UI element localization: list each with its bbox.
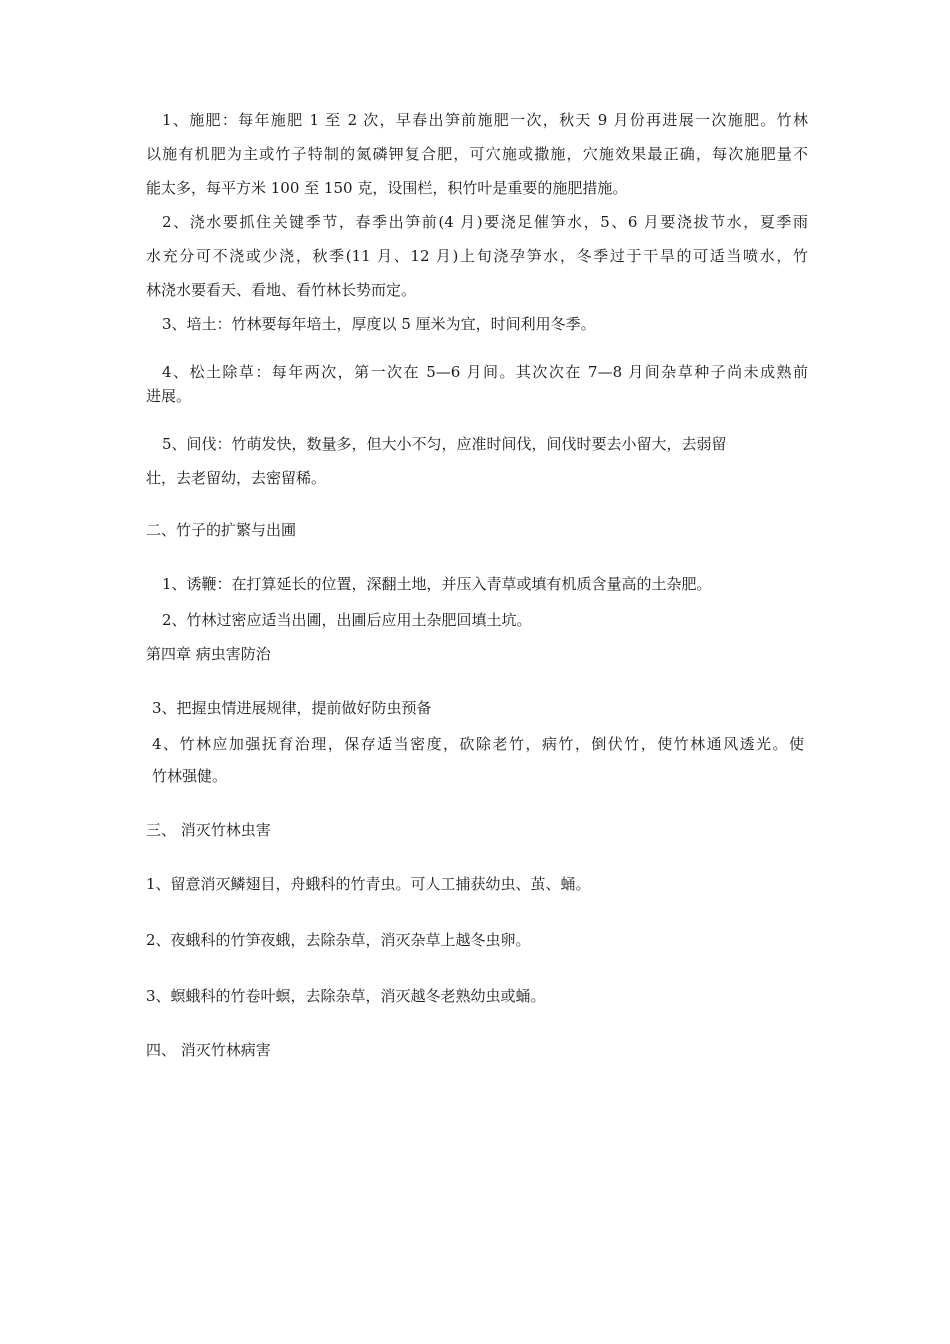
paragraph-line: 5、间伐：竹萌发快，数量多，但大小不匀，应准时间伐，间伐时要去小留大，去弱留 — [162, 435, 727, 453]
chapter-heading: 第四章 病虫害防治 — [146, 645, 271, 663]
section-heading: 四、 消灭竹林病害 — [146, 1041, 271, 1059]
paragraph-line: 林浇水要看天、看地、看竹林长势而定。 — [146, 281, 417, 299]
paragraph-line: 2、竹林过密应适当出圃，出圃后应用土杂肥回填土坑。 — [162, 611, 532, 629]
paragraph-line: 3、螟蛾科的竹卷叶螟，去除杂草，消灭越冬老熟幼虫或蛹。 — [146, 987, 546, 1005]
paragraph-line: 4、竹林应加强抚育治理，保存适当密度，砍除老竹，病竹，倒伏竹，使竹林通风透光。使 — [152, 735, 804, 753]
paragraph-line: 1、留意消灭鳞翅目，舟蛾科的竹青虫。可人工捕获幼虫、茧、蛹。 — [146, 875, 591, 893]
section-heading: 三、 消灭竹林虫害 — [146, 821, 271, 839]
paragraph-line: 进展。 — [146, 387, 192, 405]
section-heading: 二、竹子的扩繁与出圃 — [146, 521, 297, 539]
paragraph-line: 以施有机肥为主或竹子特制的氮磷钾复合肥，可穴施或撒施，穴施效果最正确，每次施肥量不 — [146, 145, 808, 163]
paragraph-line: 1、诱鞭：在打算延长的位置，深翻土地，并压入青草或填有机质含量高的土杂肥。 — [162, 575, 712, 593]
paragraph-line: 水充分可不浇或少浇，秋季(11 月、12 月)上旬浇孕笋水，冬季过于干旱的可适当喷水，竹 — [146, 247, 808, 265]
paragraph-line: 3、培土：竹林要每年培土，厚度以 5 厘米为宜，时间利用冬季。 — [162, 315, 596, 333]
paragraph-line: 能太多，每平方米 100 至 150 克，设围栏，积竹叶是重要的施肥措施。 — [146, 179, 628, 197]
paragraph-line: 竹林强健。 — [152, 767, 228, 785]
paragraph-line: 4、松土除草：每年两次，第一次在 5—6 月间。其次次在 7—8 月间杂草种子尚未成熟前 — [162, 363, 808, 381]
paragraph-line: 3、把握虫情进展规律，提前做好防虫预备 — [152, 699, 432, 717]
paragraph-line: 2、夜蛾科的竹笋夜蛾，去除杂草，消灭杂草上越冬虫卵。 — [146, 931, 531, 949]
paragraph-line: 1、施肥：每年施肥 1 至 2 次，早春出笋前施肥一次，秋天 9 月份再进展一次施肥。竹林 — [162, 111, 808, 129]
paragraph-line: 壮，去老留幼，去密留稀。 — [146, 469, 327, 487]
paragraph-line: 2、浇水要抓住关键季节，春季出笋前(4 月)要浇足催笋水，5、6 月要浇拔节水，夏季雨 — [162, 213, 808, 231]
